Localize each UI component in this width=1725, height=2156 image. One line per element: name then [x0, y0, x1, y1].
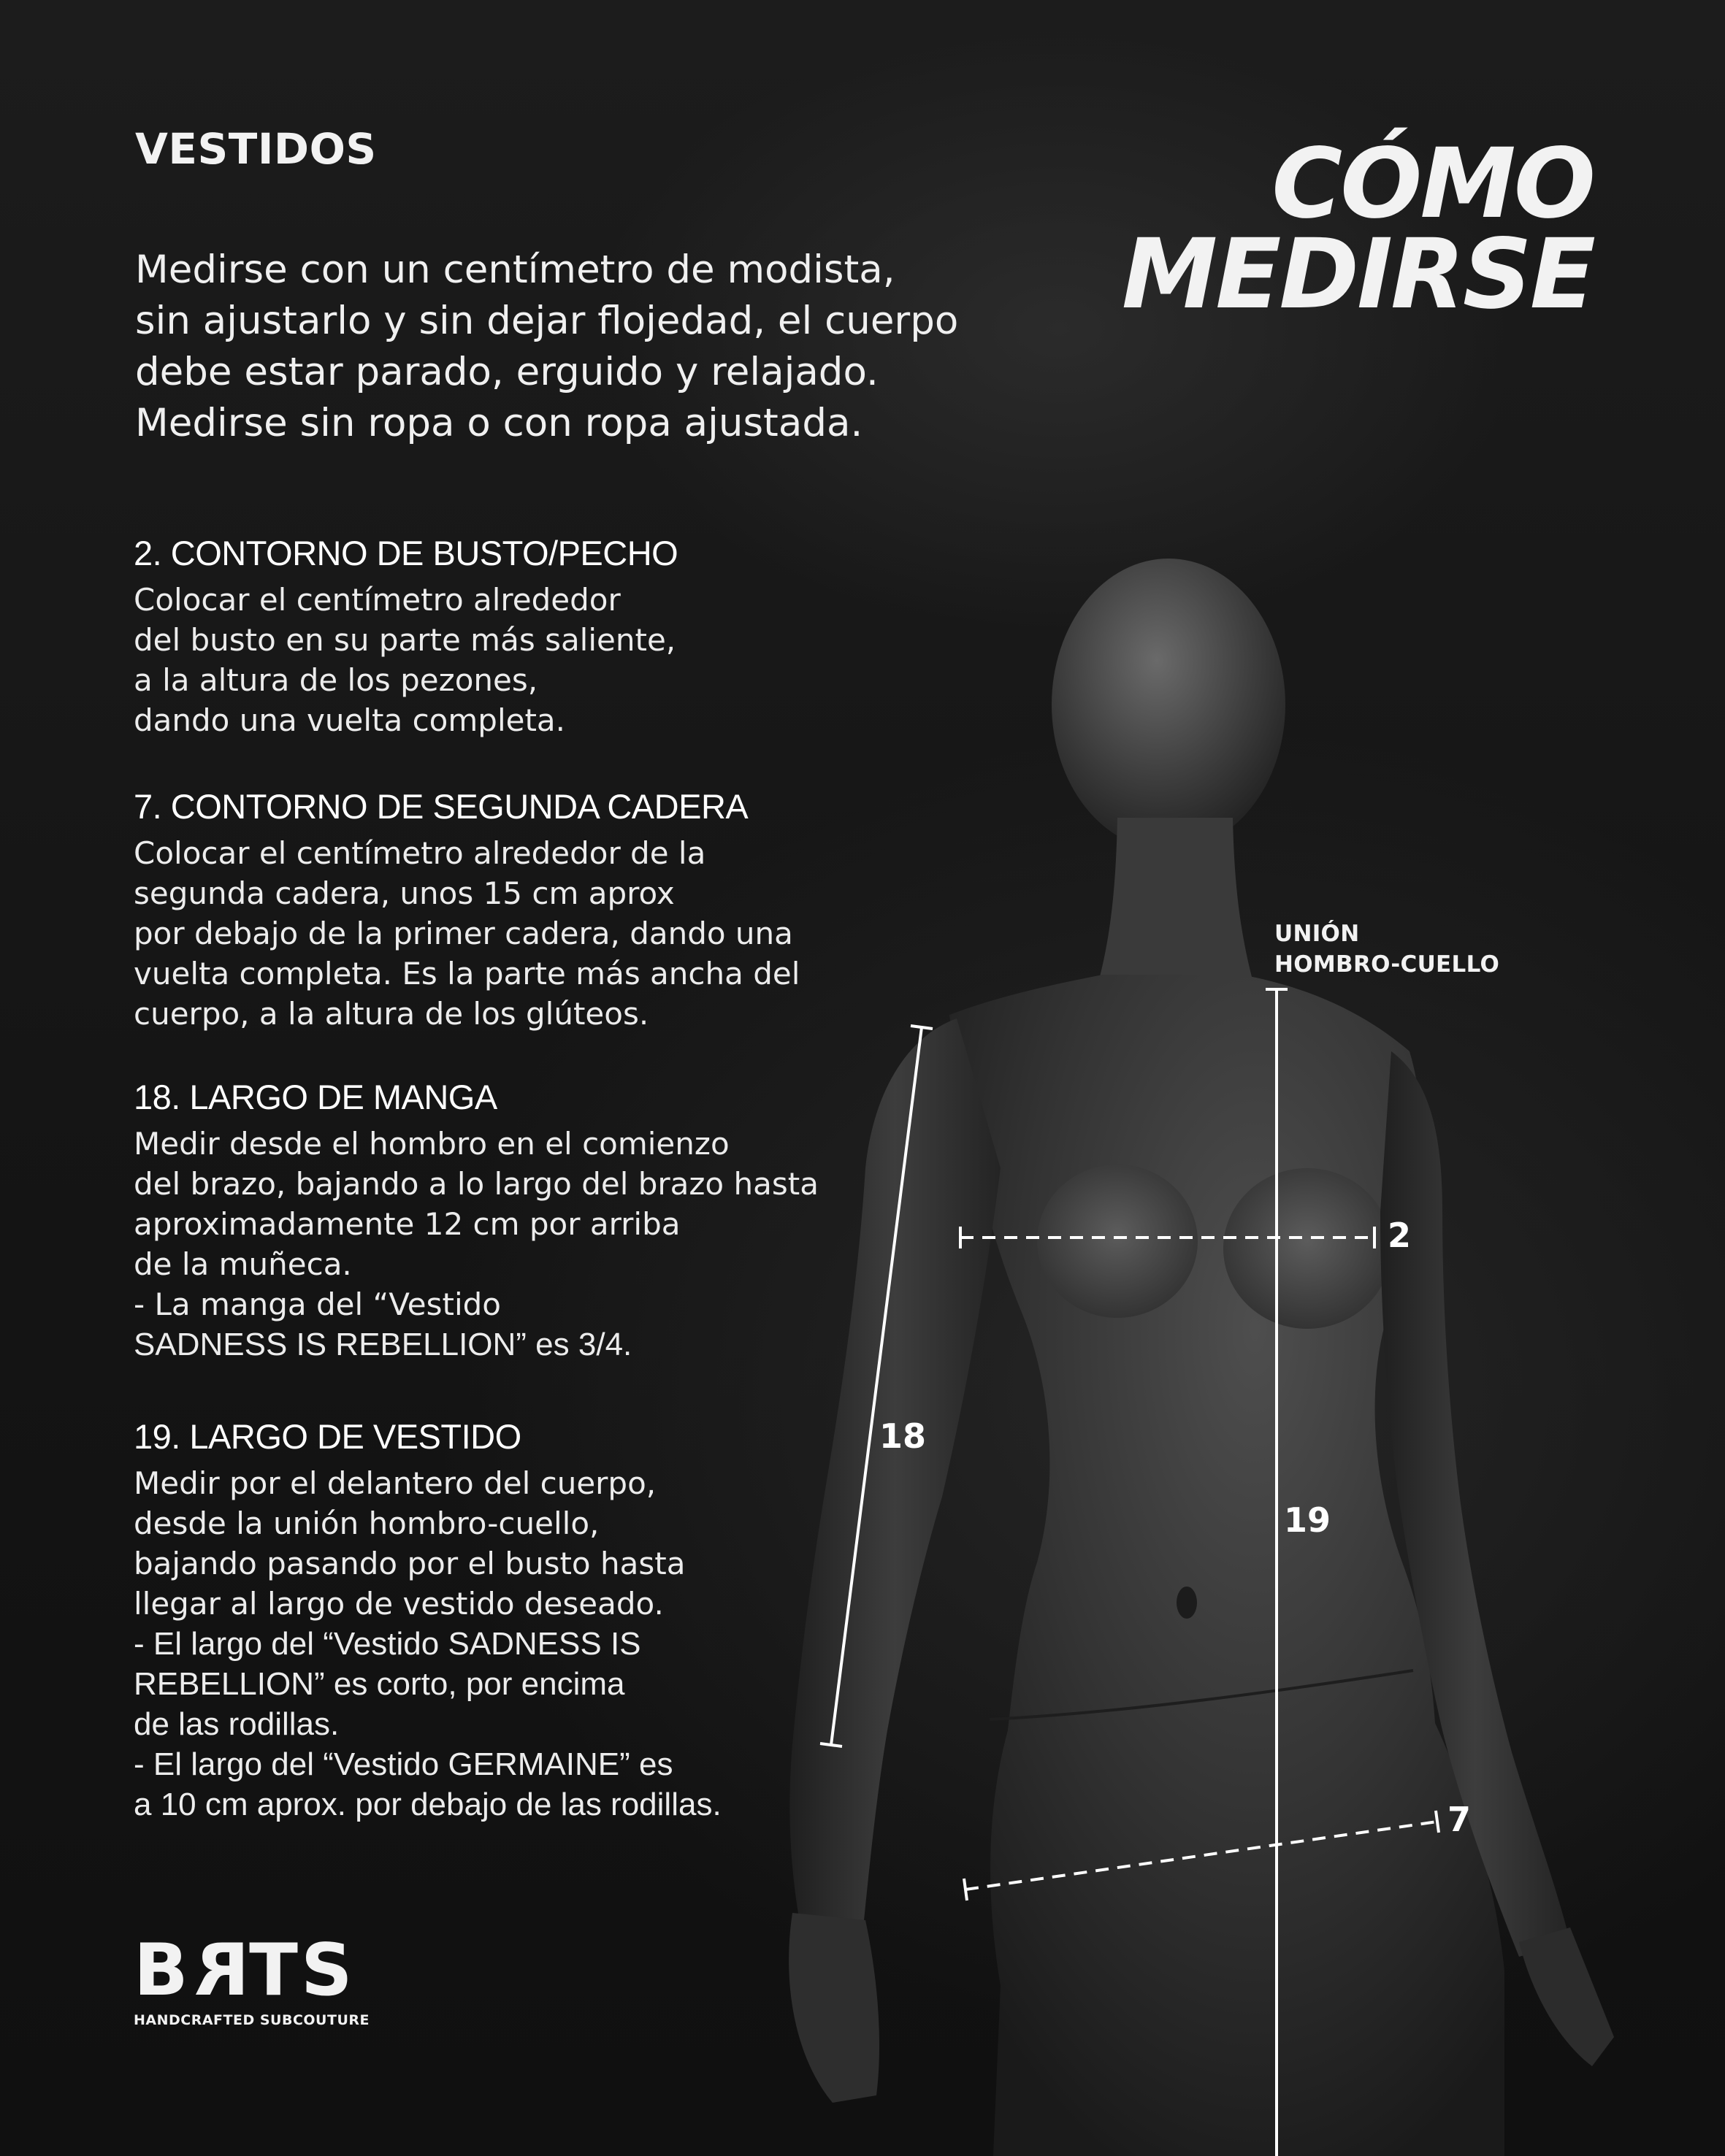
instruction-line: - El largo del “Vestido SADNESS IS — [134, 1626, 641, 1662]
instruction-line: bajando pasando por el busto hasta — [134, 1546, 686, 1581]
mannequin-chest-left — [1037, 1165, 1198, 1318]
instruction-line: de las rodillas. — [134, 1706, 340, 1742]
instruction-line: del busto en su parte más saliente, — [134, 622, 676, 658]
page-title-line-2: MEDIRSE — [1121, 218, 1594, 331]
instruction-heading: 18. LARGO DE MANGA — [134, 1078, 497, 1116]
brand-tagline: HANDCRAFTED SUBCOUTURE — [134, 2012, 370, 2028]
instruction-line: aproximadamente 12 cm por arriba — [134, 1206, 681, 1242]
measurement-label-19: 19 — [1284, 1500, 1331, 1540]
intro-line: debe estar parado, erguido y relajado. — [135, 350, 879, 394]
instruction-heading: 2. CONTORNO DE BUSTO/PECHO — [134, 534, 678, 572]
instruction-line: a la altura de los pezones, — [134, 662, 538, 698]
mannequin-hand-right — [1519, 1927, 1614, 2066]
instruction-line: desde la unión hombro-cuello, — [134, 1505, 600, 1541]
section-label: VESTIDOS — [135, 124, 377, 174]
instruction-line: Medir por el delantero del cuerpo, — [134, 1465, 657, 1501]
instruction-heading: 19. LARGO DE VESTIDO — [134, 1417, 521, 1456]
measurement-label-7: 7 — [1447, 1800, 1472, 1839]
instruction-sleeve-length — [134, 1075, 864, 1365]
page-title — [1121, 128, 1594, 331]
brand-logo — [134, 1929, 370, 2028]
instruction-line: Colocar el centímetro alrededor — [134, 582, 621, 618]
shoulder-neck-junction-label — [1274, 918, 1499, 980]
mannequin-hand-left — [789, 1913, 879, 2103]
mannequin-navel — [1177, 1587, 1197, 1619]
mannequin-neck — [1095, 818, 1256, 993]
mannequin-chest-right — [1223, 1168, 1391, 1329]
intro-paragraph — [135, 245, 1033, 449]
page-title-line-1: CÓMO — [1271, 128, 1594, 240]
instruction-line: SADNESS IS REBELLION” es 3/4. — [134, 1327, 632, 1362]
instruction-second-hip — [134, 785, 864, 1034]
junction-label-line-2: HOMBRO-CUELLO — [1274, 951, 1500, 978]
instruction-line: - La manga del “Vestido — [134, 1286, 501, 1322]
instruction-line: de la muñeca. — [134, 1246, 352, 1282]
brand-logo-mark: BRTS — [134, 1929, 356, 2012]
instruction-line: - El largo del “Vestido GERMAINE” es — [134, 1746, 673, 1782]
instruction-dress-length — [134, 1415, 864, 1825]
measurement-label-18: 18 — [879, 1416, 927, 1456]
measurement-label-2: 2 — [1388, 1216, 1412, 1255]
instruction-line: a 10 cm aprox. por debajo de las rodillas. — [134, 1787, 722, 1822]
instruction-line: Colocar el centímetro alrededor de la — [134, 835, 706, 871]
mannequin-head — [1052, 559, 1285, 851]
instruction-line: segunda cadera, unos 15 cm aprox — [134, 875, 675, 911]
intro-line: sin ajustarlo y sin dejar flojedad, el cuerpo — [135, 299, 959, 343]
instruction-heading: 7. CONTORNO DE SEGUNDA CADERA — [134, 787, 749, 826]
intro-line: Medirse con un centímetro de modista, — [135, 248, 895, 292]
instruction-bust — [134, 532, 864, 740]
instruction-line: dando una vuelta completa. — [134, 702, 566, 738]
instruction-line: REBELLION” es corto, por encima — [134, 1666, 625, 1702]
instruction-line: del brazo, bajando a lo largo del brazo hasta — [134, 1166, 819, 1202]
intro-line: Medirse sin ropa o con ropa ajustada. — [135, 401, 863, 445]
instruction-line: llegar al largo de vestido deseado. — [134, 1586, 664, 1622]
junction-label-line-1: UNIÓN — [1274, 921, 1360, 947]
instruction-line: Medir desde el hombro en el comienzo — [134, 1126, 730, 1162]
instruction-line: por debajo de la primer cadera, dando una — [134, 916, 793, 951]
instruction-line: vuelta completa. Es la parte más ancha del — [134, 956, 800, 991]
instruction-line: cuerpo, a la altura de los glúteos. — [134, 996, 649, 1032]
